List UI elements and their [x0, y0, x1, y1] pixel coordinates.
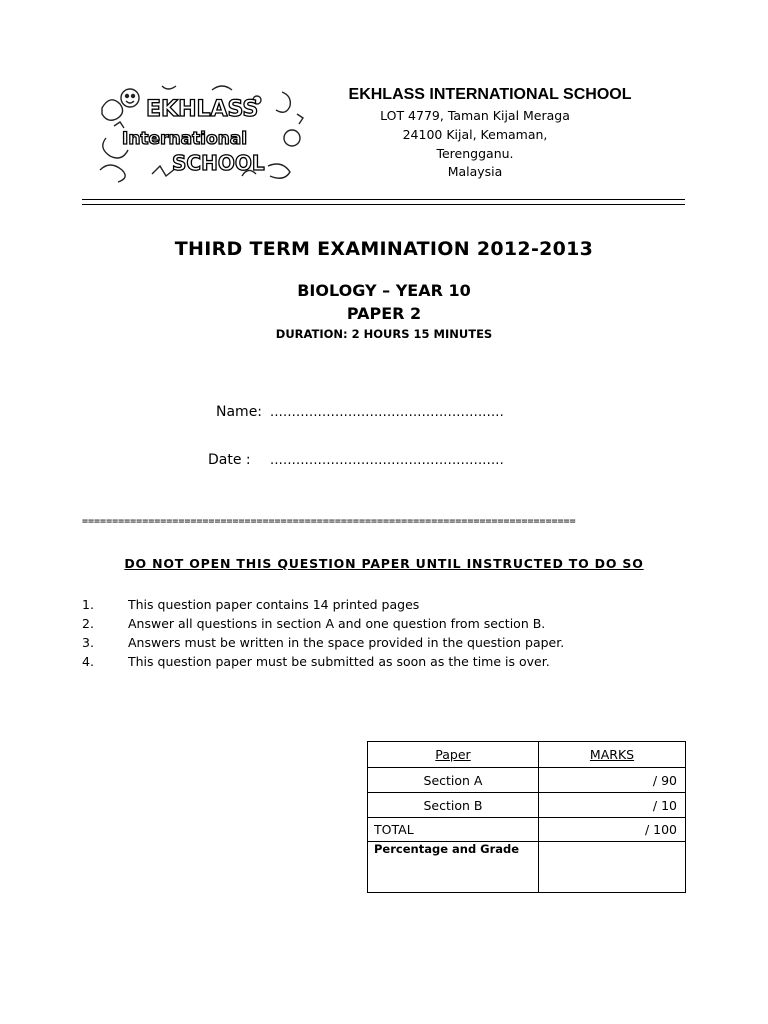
exam-paper: PAPER 2: [346, 304, 422, 323]
logo-text-school: SCHOOL: [172, 151, 265, 175]
exam-subject: BIOLOGY – YEAR 10: [297, 281, 471, 300]
header-paper: [368, 742, 539, 768]
total-row: [368, 818, 686, 842]
marks-table: [367, 741, 686, 893]
name-field[interactable]: ......................................................: [270, 405, 504, 420]
date-label: Date :: [208, 452, 251, 468]
header-paper-label: Paper: [435, 747, 471, 762]
table-row: [368, 793, 686, 818]
instruction-number: 4.: [82, 654, 94, 669]
instruction-number: 1.: [82, 597, 94, 612]
instruction-number: 3.: [82, 635, 94, 650]
header-rule-bottom: [82, 204, 685, 205]
header-marks-label: MARKS: [589, 747, 635, 762]
total-marks: / 100: [539, 818, 686, 842]
address-line-3: Terengganu.: [436, 146, 514, 161]
logo-text-ekhlass: EKHLASS: [146, 97, 259, 122]
instruction-text: This question paper must be submitted as soon as the time is over.: [128, 654, 550, 669]
percentage-value: [539, 842, 686, 893]
section-marks: / 90: [539, 768, 686, 793]
instruction-text: Answers must be written in the space provided in the question paper.: [128, 635, 565, 650]
address-line-2: 24100 Kijal, Kemaman,: [402, 127, 548, 142]
section-label: Section A: [368, 768, 539, 793]
marks-table-header: [368, 742, 686, 768]
separator-line: ==================================================================================: [82, 516, 576, 527]
school-logo: [92, 78, 310, 186]
section-marks: / 10: [539, 793, 686, 818]
table-row: [368, 768, 686, 793]
exam-title: THIRD TERM EXAMINATION 2012-2013: [174, 238, 594, 260]
address-line-4: Malaysia: [447, 164, 503, 179]
percentage-row: [368, 842, 686, 893]
total-label: TOTAL: [368, 818, 539, 842]
section-label: Section B: [368, 793, 539, 818]
logo-text-international: International: [122, 129, 248, 149]
school-name: EKHLASS INTERNATIONAL SCHOOL: [348, 86, 632, 103]
warning-notice: DO NOT OPEN THIS QUESTION PAPER UNTIL INSTRUCTED TO DO SO: [124, 556, 644, 571]
instruction-number: 2.: [82, 616, 94, 631]
header-rule-top: [82, 199, 685, 200]
address-line-1: LOT 4779, Taman Kijal Meraga: [380, 108, 570, 123]
instruction-text: Answer all questions in section A and one question from section B.: [128, 616, 546, 631]
exam-duration: DURATION: 2 HOURS 15 MINUTES: [275, 327, 493, 341]
date-field[interactable]: ......................................................: [270, 453, 504, 468]
percentage-label: Percentage and Grade: [368, 842, 539, 893]
name-label: Name:: [216, 404, 263, 420]
instruction-text: This question paper contains 14 printed pages: [128, 597, 420, 612]
header-marks: [539, 742, 686, 768]
